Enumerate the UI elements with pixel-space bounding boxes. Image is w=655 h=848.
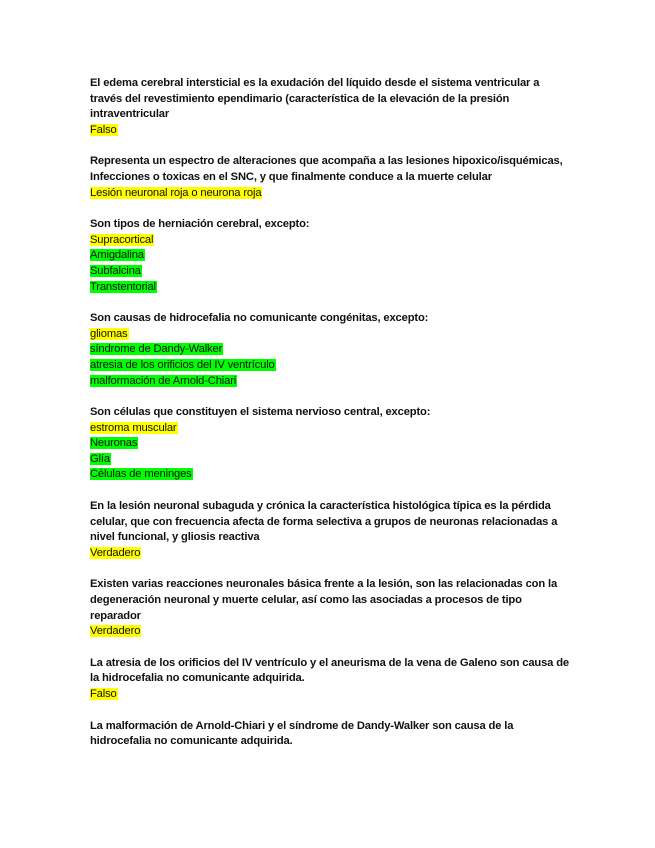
question-text: Existen varias reacciones neuronales básica frente a la lesión, son las relacionadas con la degeneración neuronal y muerte celular, así como las asociadas a procesos de tipo reparador — [90, 578, 558, 622]
answer-text: síndrome de Dandy-Walker — [90, 343, 223, 356]
answer-text: Lesión neuronal roja o neurona roja — [90, 186, 262, 199]
question-block — [90, 405, 570, 483]
answer-text: Subfalcina — [90, 264, 141, 277]
answer-line — [90, 624, 570, 640]
answer-line — [90, 546, 570, 562]
document-page — [90, 76, 570, 766]
answer-line — [90, 687, 570, 703]
answer-line — [90, 233, 570, 249]
answer-line — [90, 436, 570, 452]
answer-line — [90, 264, 570, 280]
answer-text: Verdadero — [90, 546, 141, 559]
answer-text: Falso — [90, 688, 117, 700]
answer-line — [90, 467, 570, 483]
answer-text: estroma muscular — [90, 421, 177, 434]
question-text: La atresia de los orificios del IV ventrículo y el aneurisma de la vena de Galeno son causa de la hidrocefalia no comunicante adquirida. — [90, 656, 569, 685]
question-block — [90, 76, 570, 138]
question-block — [90, 499, 570, 561]
question-block — [90, 217, 570, 295]
question-block — [90, 154, 570, 201]
answer-text: Falso — [90, 123, 117, 136]
answer-text: gliomas — [90, 327, 128, 340]
answer-line — [90, 358, 570, 374]
question-block — [90, 311, 570, 389]
question-text: La malformación de Arnold-Chiari y el síndrome de Dandy-Walker son causa de la hidrocefalia no comunicante adquirida. — [90, 719, 514, 748]
answer-line — [90, 123, 570, 139]
answer-line — [90, 327, 570, 343]
answer-text: Glía — [90, 452, 110, 465]
answer-text: Supracortical — [90, 233, 154, 246]
question-block — [90, 577, 570, 639]
answer-line — [90, 374, 570, 390]
answer-line — [90, 280, 570, 296]
answer-text: Amigdalina — [90, 249, 144, 262]
answer-line — [90, 342, 570, 358]
answer-line — [90, 421, 570, 437]
answer-line — [90, 452, 570, 468]
question-block — [90, 719, 570, 750]
question-text: Son causas de hidrocefalia no comunicante congénitas, excepto: — [90, 312, 429, 325]
answer-text: Células de meninges — [90, 468, 192, 481]
answer-text: Neuronas — [90, 437, 138, 450]
answer-text: Verdadero — [90, 625, 141, 638]
answer-text: malformación de Arnold-Chiari — [90, 374, 237, 387]
question-text: El edema cerebral intersticial es la exudación del líquido desde el sistema ventricular a través del revestimiento ependimario (característica de la elevación de la presión intraventricular — [90, 77, 540, 121]
question-text: Representa un espectro de alteraciones que acompaña a las lesiones hipoxico/isquémicas, Infecciones o toxicas en el SNC, y que finalmente conduce a la muerte celular — [90, 155, 563, 183]
question-text: En la lesión neuronal subaguda y crónica la característica histológica típica es la pérdida celular, que con frecuencia afecta de forma selectiva a grupos de neuronas relacionadas a nivel funcional, y gliosis reactiva — [90, 500, 558, 544]
question-block — [90, 656, 570, 703]
answer-text: atresia de los orificios del IV ventrículo — [90, 358, 275, 371]
answer-line — [90, 248, 570, 264]
answer-text: Transtentorial — [90, 280, 156, 293]
answer-line — [90, 186, 570, 202]
question-text: Son células que constituyen el sistema nervioso central, excepto: — [90, 406, 431, 419]
question-text: Son tipos de herniación cerebral, excepto: — [90, 218, 310, 231]
